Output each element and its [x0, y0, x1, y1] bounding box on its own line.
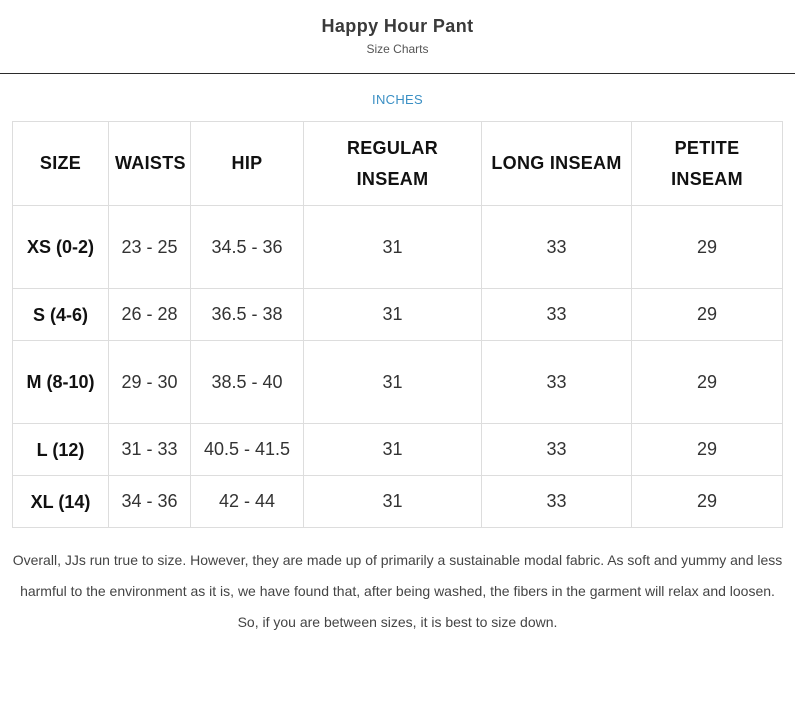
- hip-cell: 38.5 - 40: [191, 341, 304, 424]
- product-title: Happy Hour Pant: [321, 16, 474, 36]
- table-row: [13, 424, 783, 476]
- petite-inseam-cell: 29: [632, 206, 783, 289]
- size-chart-container: [12, 121, 782, 528]
- regular-inseam-cell: 31: [304, 206, 482, 289]
- size-cell: S (4-6): [13, 289, 109, 341]
- waist-cell: 26 - 28: [109, 289, 191, 341]
- column-header-long-inseam: LONG INSEAM: [482, 122, 632, 206]
- waist-cell: 31 - 33: [109, 424, 191, 476]
- long-inseam-cell: 33: [482, 341, 632, 424]
- petite-inseam-cell: 29: [632, 289, 783, 341]
- long-inseam-cell: 33: [482, 476, 632, 528]
- unit-label: INCHES: [372, 92, 423, 107]
- waist-cell: 29 - 30: [109, 341, 191, 424]
- column-header-regular-inseam: REGULAR INSEAM: [304, 122, 482, 206]
- sizing-note-line: So, if you are between sizes, it is best to size down.: [237, 614, 558, 630]
- size-chart-table: [12, 121, 783, 528]
- table-header-row: [13, 122, 783, 206]
- column-header-size: SIZE: [13, 122, 109, 206]
- long-inseam-cell: 33: [482, 289, 632, 341]
- hip-cell: 40.5 - 41.5: [191, 424, 304, 476]
- hip-cell: 42 - 44: [191, 476, 304, 528]
- size-cell: XL (14): [13, 476, 109, 528]
- sizing-note: [0, 545, 795, 638]
- column-header-hip: HIP: [191, 122, 304, 206]
- long-inseam-cell: 33: [482, 424, 632, 476]
- hip-cell: 36.5 - 38: [191, 289, 304, 341]
- size-cell: L (12): [13, 424, 109, 476]
- size-cell: M (8-10): [13, 341, 109, 424]
- regular-inseam-cell: 31: [304, 341, 482, 424]
- table-row: [13, 206, 783, 289]
- size-charts-subtitle: Size Charts: [366, 42, 429, 56]
- page-header: [0, 0, 795, 74]
- sizing-note-line: harmful to the environment as it is, we have found that, after being washed, the fibers in the garment will relax and loosen.: [20, 583, 775, 599]
- petite-inseam-cell: 29: [632, 476, 783, 528]
- regular-inseam-cell: 31: [304, 476, 482, 528]
- waist-cell: 23 - 25: [109, 206, 191, 289]
- petite-inseam-cell: 29: [632, 341, 783, 424]
- column-header-petite-inseam: PETITE INSEAM: [632, 122, 783, 206]
- table-row: [13, 341, 783, 424]
- table-row: [13, 289, 783, 341]
- waist-cell: 34 - 36: [109, 476, 191, 528]
- long-inseam-cell: 33: [482, 206, 632, 289]
- petite-inseam-cell: 29: [632, 424, 783, 476]
- hip-cell: 34.5 - 36: [191, 206, 304, 289]
- size-cell: XS (0-2): [13, 206, 109, 289]
- sizing-note-line: Overall, JJs run true to size. However, they are made up of primarily a sustainable modal fabric. As soft and yummy and less: [12, 552, 783, 568]
- regular-inseam-cell: 31: [304, 424, 482, 476]
- table-row: [13, 476, 783, 528]
- regular-inseam-cell: 31: [304, 289, 482, 341]
- column-header-waist: WAISTS: [109, 122, 191, 206]
